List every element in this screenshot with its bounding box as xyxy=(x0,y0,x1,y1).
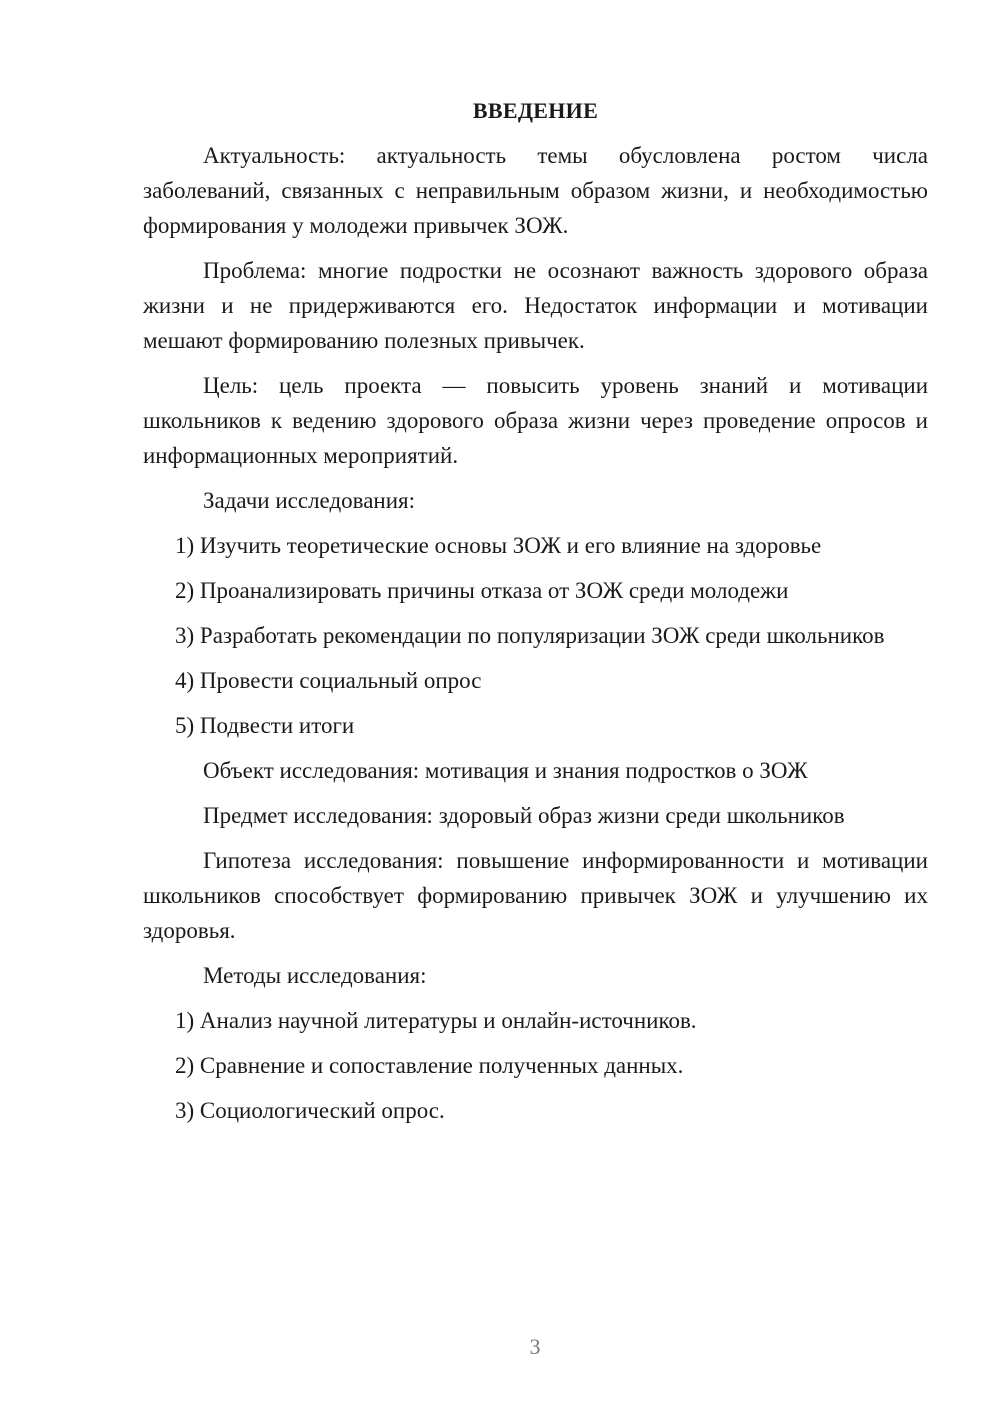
page-number: 3 xyxy=(529,1334,541,1359)
tasks-heading: Задачи исследования: xyxy=(203,488,416,513)
method-item: 3) Социологический опрос. xyxy=(175,1098,445,1123)
relevance-paragraph: Актуальность: актуальность темы обусловлена ростом числа заболеваний, связанных с неправильным образом жизни, и необходимостью формирования у молодежи привычек ЗОЖ. xyxy=(143,143,928,238)
task-item: 3) Разработать рекомендации по популяризации ЗОЖ среди школьников xyxy=(175,623,885,648)
task-item: 5) Подвести итоги xyxy=(175,713,355,738)
problem-paragraph: Проблема: многие подростки не осознают важность здорового образа жизни и не придерживаются его. Недостаток информации и мотивации мешают формированию полезных привычек. xyxy=(143,258,928,353)
object-paragraph: Объект исследования: мотивация и знания подростков о ЗОЖ xyxy=(203,758,808,783)
method-item: 1) Анализ научной литературы и онлайн-источников. xyxy=(175,1008,697,1033)
subject-paragraph: Предмет исследования: здоровый образ жизни среди школьников xyxy=(203,803,845,828)
goal-paragraph: Цель: цель проекта — повысить уровень знаний и мотивации школьников к ведению здорового образа жизни через проведение опросов и информационных мероприятий. xyxy=(143,373,928,468)
hypothesis-paragraph: Гипотеза исследования: повышение информированности и мотивации школьников способствует формированию привычек ЗОЖ и улучшению их здоровья. xyxy=(143,848,928,943)
task-item: 4) Провести социальный опрос xyxy=(175,668,482,693)
document-page xyxy=(143,93,928,1138)
task-item: 1) Изучить теоретические основы ЗОЖ и его влияние на здоровье xyxy=(175,533,822,558)
section-title: ВВЕДЕНИЕ xyxy=(472,98,599,123)
task-item: 2) Проанализировать причины отказа от ЗОЖ среди молодежи xyxy=(175,578,789,603)
method-item: 2) Сравнение и сопоставление полученных данных. xyxy=(175,1053,684,1078)
methods-heading: Методы исследования: xyxy=(203,963,427,988)
